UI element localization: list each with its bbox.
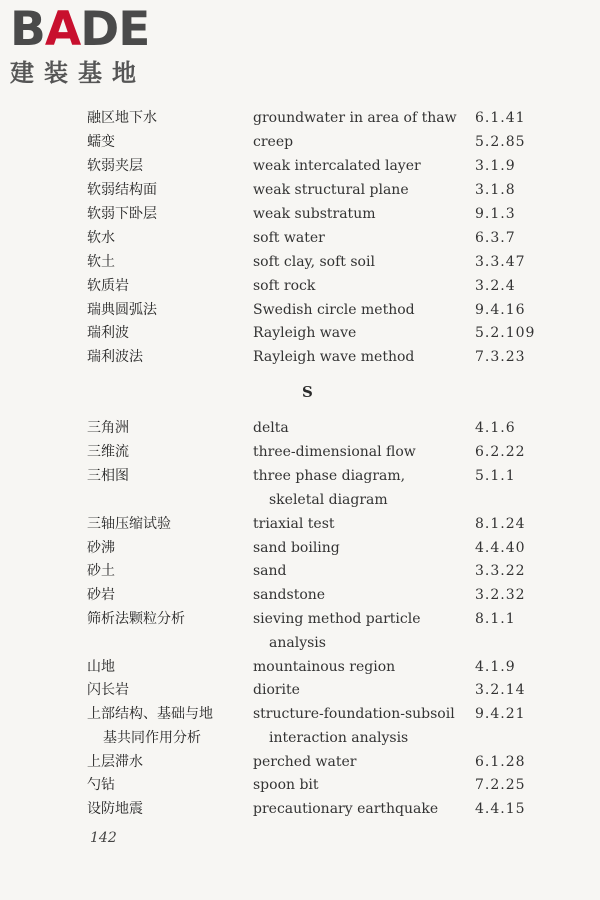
term-english: soft water	[253, 230, 325, 246]
term-english: sandstone	[253, 587, 326, 603]
term-chinese: 软水	[87, 230, 115, 246]
clause-number: 9.4.16	[475, 302, 526, 318]
term-chinese: 勺钻	[87, 777, 115, 793]
term-chinese: 软弱夹层	[87, 158, 143, 174]
term-chinese-continued: 基共同作用分析	[103, 730, 201, 746]
term-english: precautionary earthquake	[253, 801, 439, 817]
clause-number: 3.3.47	[475, 254, 526, 270]
clause-number: 6.2.22	[475, 444, 526, 460]
term-english: weak structural plane	[253, 182, 409, 198]
term-chinese: 瑞典圆弧法	[87, 302, 157, 318]
term-english: three-dimensional flow	[253, 444, 416, 460]
clause-number: 7.2.25	[475, 777, 526, 793]
term-english: perched water	[253, 754, 357, 770]
clause-number: 3.2.4	[475, 278, 516, 294]
logo-letter-b: B	[10, 2, 45, 57]
term-english: Rayleigh wave method	[253, 349, 415, 365]
term-chinese: 软弱结构面	[87, 182, 157, 198]
clause-number: 8.1.1	[475, 611, 516, 627]
term-english: structure-foundation-subsoil	[253, 706, 455, 722]
clause-number: 4.4.40	[475, 540, 526, 556]
term-chinese: 瑞利波	[87, 325, 129, 341]
term-chinese: 筛析法颗粒分析	[87, 611, 185, 627]
term-english: triaxial test	[253, 516, 335, 532]
logo-subtitle: 建装基地	[10, 59, 146, 87]
term-chinese: 山地	[87, 659, 115, 675]
clause-number: 6.1.41	[475, 110, 526, 126]
clause-number: 7.3.23	[475, 349, 526, 365]
term-english: delta	[253, 420, 289, 436]
clause-number: 9.1.3	[475, 206, 516, 222]
clause-number: 5.2.85	[475, 134, 526, 150]
term-english-continued: analysis	[269, 635, 326, 651]
clause-number: 6.3.7	[475, 230, 516, 246]
bade-logo	[10, 2, 175, 88]
term-english: creep	[253, 134, 294, 150]
clause-number: 6.1.28	[475, 754, 526, 770]
term-english: groundwater in area of thaw	[253, 110, 457, 126]
term-chinese: 三角洲	[87, 420, 129, 436]
term-chinese: 软土	[87, 254, 115, 270]
term-english: Rayleigh wave	[253, 325, 357, 341]
term-english-continued: interaction analysis	[269, 730, 409, 746]
term-chinese: 闪长岩	[87, 682, 129, 698]
term-chinese: 砂岩	[87, 587, 115, 603]
clause-number: 4.1.9	[475, 659, 516, 675]
term-chinese: 瑞利波法	[87, 349, 143, 365]
term-chinese: 软质岩	[87, 278, 129, 294]
term-chinese: 融区地下水	[87, 110, 157, 126]
page-number: 142	[90, 830, 117, 846]
clause-number: 4.4.15	[475, 801, 526, 817]
term-english: soft rock	[253, 278, 316, 294]
term-chinese: 软弱下卧层	[87, 206, 157, 222]
term-chinese: 上部结构、基础与地	[87, 706, 213, 722]
logo-letter-a: A	[44, 2, 81, 57]
clause-number: 4.1.6	[475, 420, 516, 436]
term-english: soft clay, soft soil	[253, 254, 375, 270]
clause-number: 3.1.9	[475, 158, 516, 174]
logo-letters-de: DE	[80, 2, 150, 57]
clause-number: 3.3.22	[475, 563, 526, 579]
term-chinese: 蠕变	[87, 134, 115, 150]
term-english: Swedish circle method	[253, 302, 415, 318]
logo-wordmark	[10, 2, 175, 57]
term-english: three phase diagram,	[253, 468, 406, 484]
term-chinese: 上层滞水	[87, 754, 143, 770]
term-chinese: 三相图	[87, 468, 129, 484]
clause-number: 3.1.8	[475, 182, 516, 198]
term-english: diorite	[253, 682, 300, 698]
section-heading: S	[302, 383, 313, 401]
term-english: spoon bit	[253, 777, 319, 793]
term-chinese: 三轴压缩试验	[87, 516, 171, 532]
clause-number: 3.2.32	[475, 587, 526, 603]
term-english-continued: skeletal diagram	[269, 492, 388, 508]
term-chinese: 设防地震	[87, 801, 143, 817]
term-english: sieving method particle	[253, 611, 421, 627]
term-chinese: 砂土	[87, 563, 115, 579]
term-chinese: 砂沸	[87, 540, 115, 556]
term-english: weak substratum	[253, 206, 376, 222]
term-english: sand boiling	[253, 540, 340, 556]
term-english: weak intercalated layer	[253, 158, 421, 174]
clause-number: 5.2.109	[475, 325, 536, 341]
clause-number: 8.1.24	[475, 516, 526, 532]
term-chinese: 三维流	[87, 444, 129, 460]
clause-number: 3.2.14	[475, 682, 526, 698]
term-english: mountainous region	[253, 659, 396, 675]
clause-number: 9.4.21	[475, 706, 526, 722]
term-english: sand	[253, 563, 287, 579]
clause-number: 5.1.1	[475, 468, 516, 484]
